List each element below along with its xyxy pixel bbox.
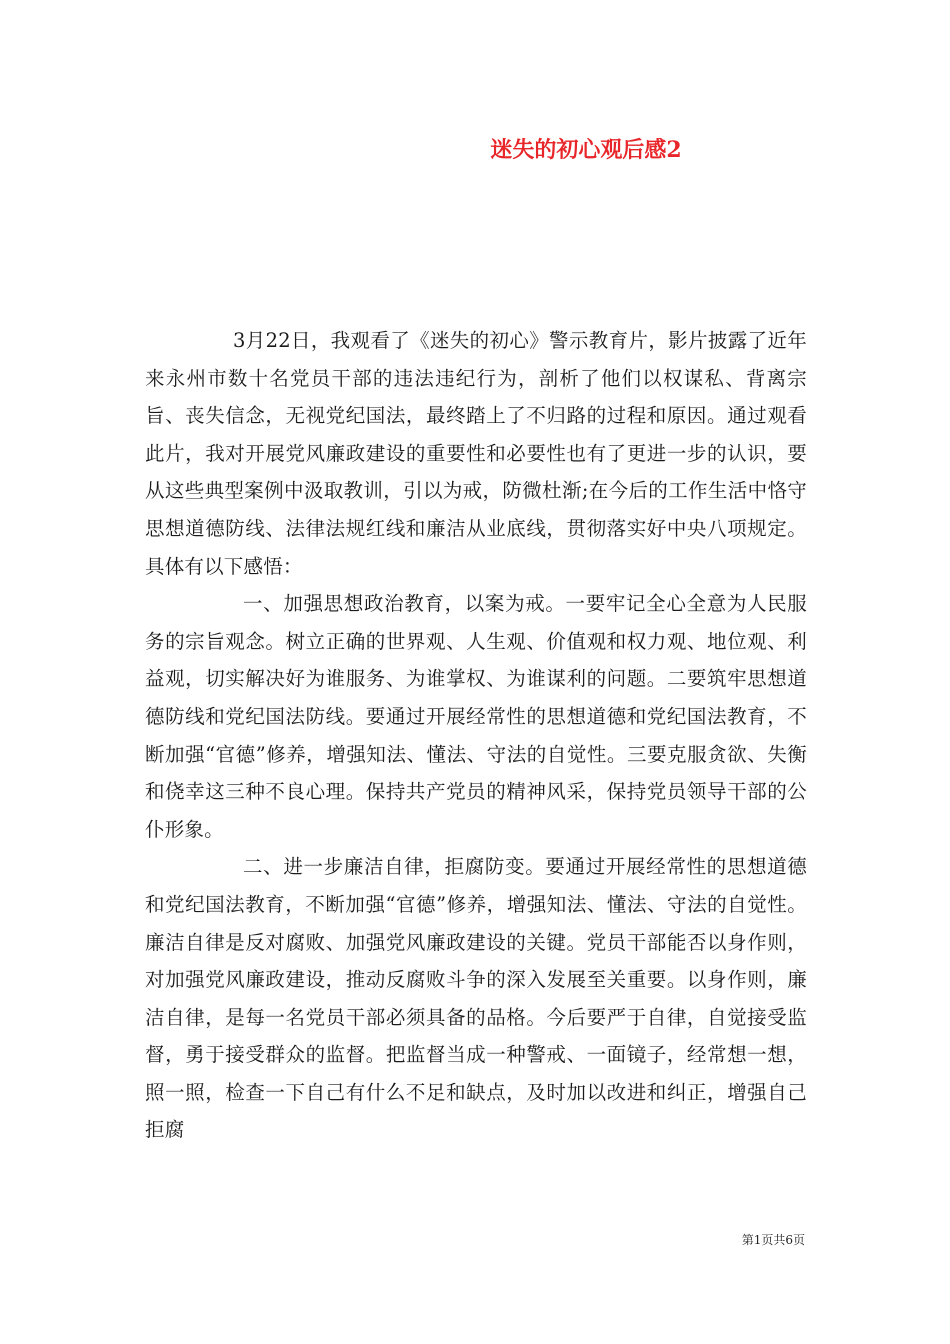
- page-number-footer: 第1页共6页: [741, 1233, 805, 1247]
- paragraph-section-one: 一、加强思想政治教育，以案为戒。一要牢记全心全意为人民服务的宗旨观念。树立正确的世界观、人生观、价值观和权力观、地位观、利益观，切实解决好为谁服务、为谁掌权、为谁谋利的问题。二要筑牢思想道德防线和党纪国法防线。要通过开展经常性的思想道德和党纪国法教育，不断加强“官德”修养，增强知法、懂法、守法的自觉性。三要克服贪欲、失衡和侥幸这三种不良心理。保持共产党员的精神风采，保持党员领导干部的公仆形象。: [145, 592, 807, 841]
- paragraph-intro: 3月22日，我观看了《迷失的初心》警示教育片，影片披露了近年来永州市数十名党员干部的违法违纪行为，剖析了他们以权谋私、背离宗旨、丧失信念，无视党纪国法，最终踏上了不归路的过程和原因。通过观看此片，我对开展党风廉政建设的重要性和必要性也有了更进一步的认识，要从这些典型案例中汲取教训，引以为戒，防微杜渐;在今后的工作生活中恪守思想道德防线、法律法规红线和廉洁从业底线，贯彻落实好中央八项规定。具体有以下感悟：: [145, 329, 807, 578]
- page-title: 迷失的初心观后感2: [490, 137, 682, 163]
- document-body: [145, 322, 807, 1149]
- paragraph-section-two: 二、进一步廉洁自律，拒腐防变。要通过开展经常性的思想道德和党纪国法教育，不断加强“官德”修养，增强知法、懂法、守法的自觉性。廉洁自律是反对腐败、加强党风廉政建设的关键。党员干部能否以身作则，对加强党风廉政建设，推动反腐败斗争的深入发展至关重要。以身作则，廉洁自律，是每一名党员干部必须具备的品格。今后要严于自律，自觉接受监督，勇于接受群众的监督。把监督当成一种警戒、一面镜子，经常想一想，照一照，检查一下自己有什么不足和缺点，及时加以改进和纠正，增强自己拒腐: [145, 855, 807, 1142]
